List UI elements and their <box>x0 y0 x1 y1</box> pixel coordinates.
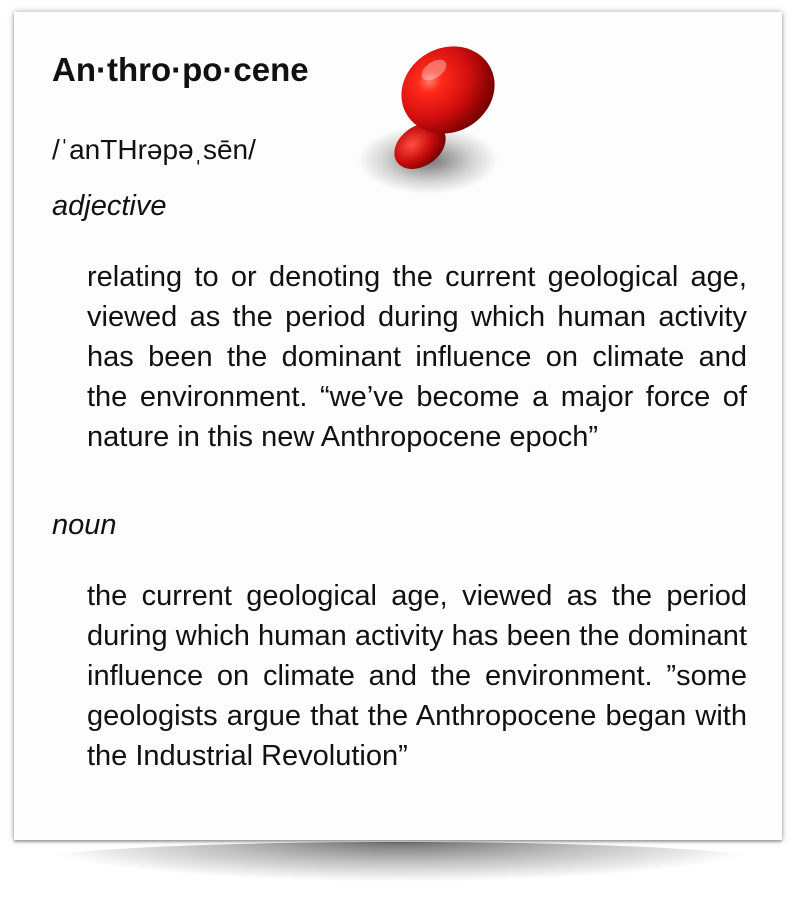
push-pin-icon <box>350 30 510 200</box>
definition-noun: the current geological age, viewed as the period during which human activity has been the dominant influence on climate and the environment. ”some geologists argue that the Anthropocene began with the Industrial Revolution” <box>87 580 747 772</box>
part-of-speech-adjective: adjective <box>52 190 167 222</box>
paper-shadow <box>28 842 772 882</box>
pronunciation: /ˈanTHrəpəˌsēn/ <box>52 134 256 165</box>
definition-adjective: relating to or denoting the current geological age, viewed as the period during which human activity has been the dominant influence on climate and the environment. “we’ve become a major force of nature in this new Anthropocene epoch” <box>87 261 747 453</box>
part-of-speech-noun: noun <box>52 509 117 541</box>
headword: An·thro·po·cene <box>52 51 309 88</box>
